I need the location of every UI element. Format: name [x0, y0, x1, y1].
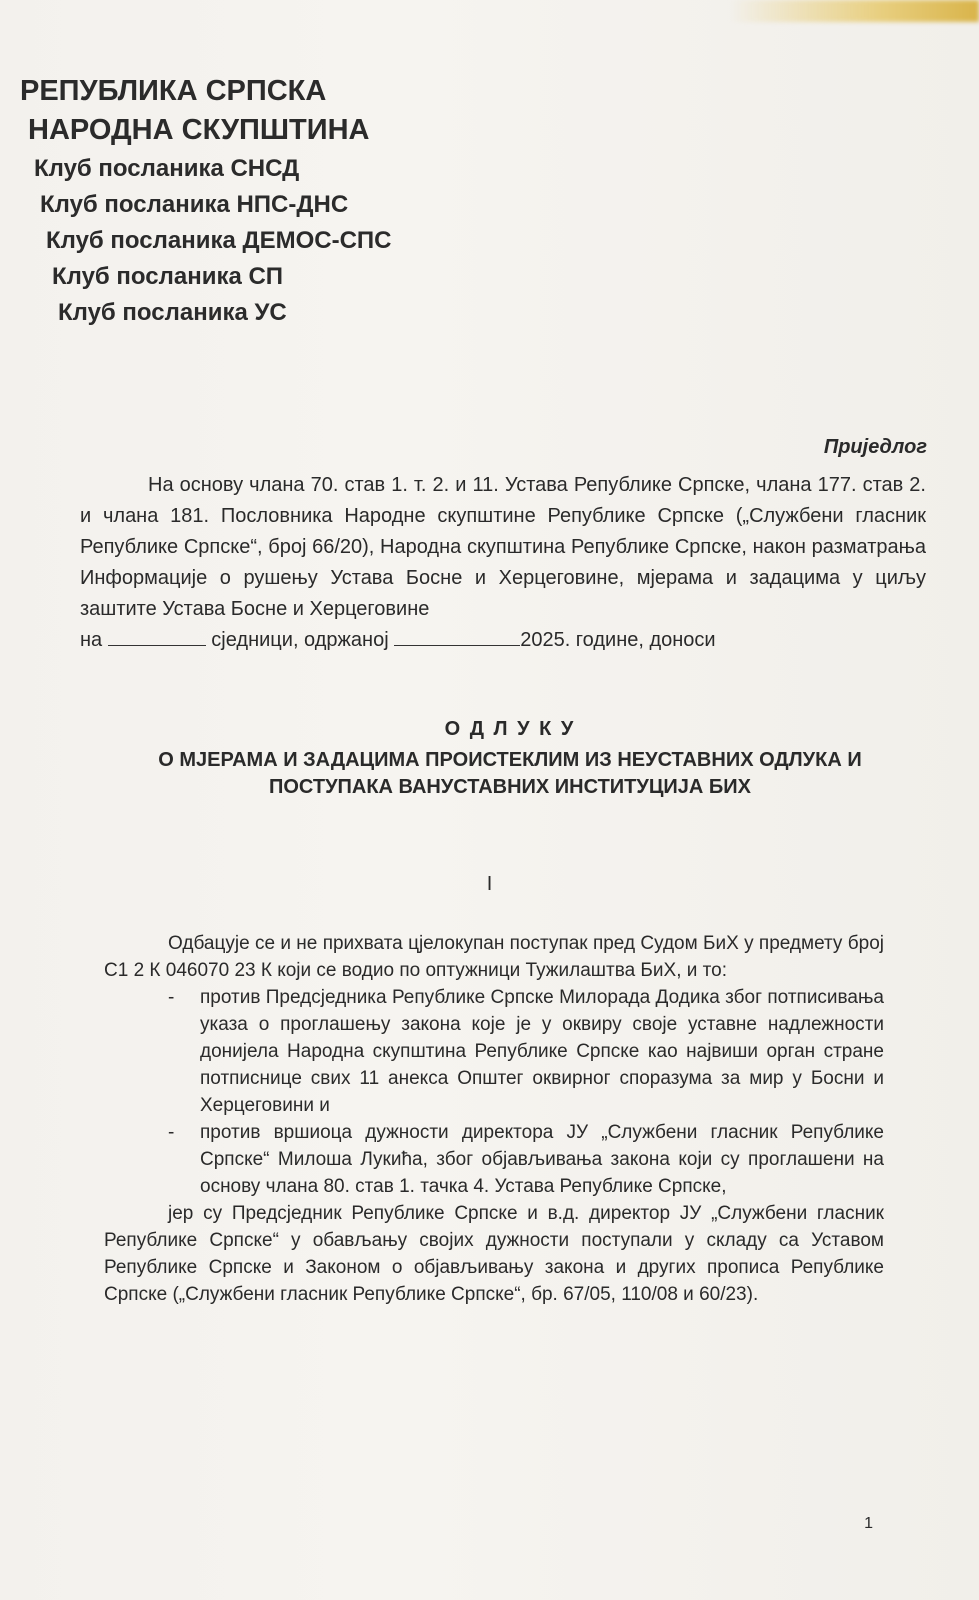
section-number: I [486, 873, 493, 895]
republic-heading: РЕПУБЛИКА СРПСКА [20, 75, 327, 107]
bullet-marker: - [168, 1122, 175, 1143]
club-line: Клуб посланика УС [58, 299, 287, 326]
bullet-item [104, 1119, 884, 1200]
club-line: Клуб посланика НПС-ДНС [40, 191, 349, 218]
session-prefix: на [80, 629, 103, 651]
bullet-marker: - [168, 987, 175, 1008]
proposal-label: Приједлог [823, 436, 927, 458]
decision-subtitle-line2: ПОСТУПАКА ВАНУСТАВНИХ ИНСТИТУЦИЈА БИХ [268, 776, 752, 798]
paper-corner-tint [729, 0, 979, 22]
decision-subtitle-line1: О МЈЕРАМА И ЗАДАЦИМА ПРОИСТЕКЛИМ ИЗ НЕУСТАВНИХ ОДЛУКА И [158, 749, 862, 771]
decision-heading: О Д Л У К У [444, 718, 576, 740]
document-header [20, 75, 391, 327]
section-intro: Одбацује се и не прихвата цјелокупан поступак пред Судом БиХ у предмету број С1 2 К 046070 23 К који се водио по оптужници Тужилаштва БиХ, и то: [104, 933, 884, 981]
club-line: Клуб посланика СНСД [34, 155, 300, 182]
session-mid: сједници, одржаној [211, 629, 389, 651]
bullet-text: против Предсједника Републике Српске Милорада Додика због потписивања указа о проглашењу закона које је у оквиру своје уставне надлежности донијела Народна скупштина Републике Српске као највиши орган стране потписнице свих 11 анекса Општег оквирног споразума за мир у Босни и Херцеговини и [200, 987, 884, 1116]
session-line [80, 625, 926, 656]
session-blank [108, 629, 206, 646]
bullet-item [104, 984, 884, 1119]
club-line: Клуб посланика СП [52, 263, 284, 290]
preamble-paragraph [80, 470, 926, 656]
date-blank [394, 629, 520, 646]
club-line: Клуб посланика ДЕМОС-СПС [46, 227, 392, 254]
section-body [104, 930, 884, 1308]
assembly-heading: НАРОДНА СКУПШТИНА [28, 114, 370, 146]
preamble-text: На основу члана 70. став 1. т. 2. и 11. Устава Републике Српске, члана 177. став 2. и члана 181. Пословника Народне скупштине Републике Српске („Службени гласник Републике Српске“, број 66/20), Народна скупштина Републике Српске, након разматрања Информације о рушењу Устава Босне и Херцеговине, мјерама и задацима у циљу заштите Устава Босне и Херцеговине [80, 474, 926, 620]
bullet-text: против вршиоца дужности директора ЈУ „Службени гласник Републике Српске“ Милоша Лукића, због објављивања закона који су проглашени на основу члана 80. став 1. тачка 4. Устава Републике Српске, [200, 1122, 884, 1197]
page-number: 1 [864, 1515, 873, 1532]
section-closing: јер су Предсједник Републике Српске и в.д. директор ЈУ „Службени гласник Републике Српске“ у обављању својих дужности поступали у складу са Уставом Републике Српске и Законом о објављивању закона и других прописа Републике Српске („Службени гласник Републике Српске“, бр. 67/05, 110/08 и 60/23). [104, 1203, 884, 1305]
session-suffix: 2025. године, доноси [520, 629, 716, 651]
